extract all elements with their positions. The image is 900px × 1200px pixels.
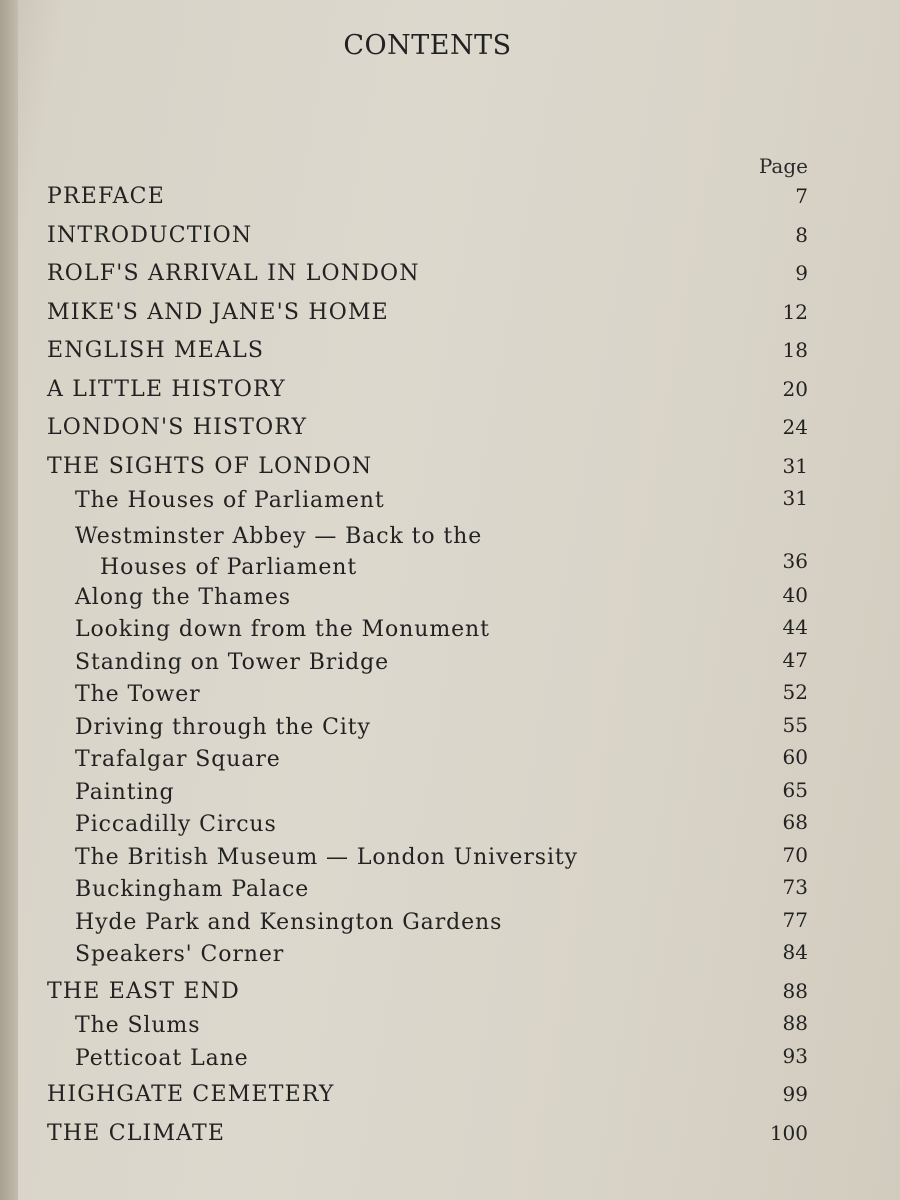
toc-entry-title: PREFACE xyxy=(47,184,165,209)
toc-entry-page-number: 84 xyxy=(782,940,808,964)
toc-entry-page-number: 99 xyxy=(782,1082,808,1106)
toc-entry-title: THE CLIMATE xyxy=(47,1120,226,1146)
toc-entry-page-number: 47 xyxy=(782,647,808,672)
toc-entry-page-number: 88 xyxy=(782,978,808,1003)
toc-entry xyxy=(0,217,900,256)
toc-entry xyxy=(0,409,900,448)
toc-entry xyxy=(0,875,900,908)
toc-entry-page-number: 77 xyxy=(782,907,808,932)
toc-entry-page-number: 55 xyxy=(782,712,808,737)
toc-entry-title: Buckingham Palace xyxy=(75,877,310,902)
toc-entry-title: HIGHGATE CEMETERY xyxy=(47,1082,335,1107)
toc-entry-page-number: 44 xyxy=(782,615,808,639)
toc-entry-title: Speakers' Corner xyxy=(75,942,285,967)
toc-entry xyxy=(0,843,900,876)
toc-entry-title: THE SIGHTS OF LONDON xyxy=(47,453,373,479)
toc-entry xyxy=(0,371,900,410)
toc-entry-title-line1: Westminster Abbey — Back to the xyxy=(75,523,483,549)
toc-entry-title: LONDON'S HISTORY xyxy=(47,415,308,440)
toc-entry xyxy=(0,648,900,681)
toc-entry-title: The Houses of Parliament xyxy=(75,488,385,513)
toc-entry-page-number: 65 xyxy=(782,777,808,802)
toc-entry-title: Piccadilly Circus xyxy=(75,812,277,837)
page-column-label: Page xyxy=(758,154,808,178)
toc-entry-page-number: 70 xyxy=(782,842,808,867)
toc-entry-page-number: 18 xyxy=(782,338,808,362)
toc-entry xyxy=(0,294,900,333)
toc-entry-page-number: 88 xyxy=(782,1011,808,1035)
toc-entry-page-number: 60 xyxy=(782,745,808,769)
toc-entry-title: Standing on Tower Bridge xyxy=(75,649,390,675)
toc-entry-title: MIKE'S AND JANE'S HOME xyxy=(47,299,389,325)
toc-entry-title: INTRODUCTION xyxy=(47,222,253,248)
toc-entry xyxy=(0,1076,900,1115)
toc-entry-page-number: 8 xyxy=(795,222,808,247)
toc-entry xyxy=(0,908,900,941)
toc-entry xyxy=(0,448,900,487)
toc-entry xyxy=(0,745,900,778)
toc-entry xyxy=(0,1115,900,1154)
toc-entry-title: Trafalgar Square xyxy=(75,747,281,772)
toc-entry-title: The British Museum — London University xyxy=(75,844,578,870)
toc-entry-page-number: 12 xyxy=(782,299,808,324)
toc-entry xyxy=(0,486,900,519)
toc-entry-title: The Tower xyxy=(75,682,201,707)
toc-entry-title: Along the Thames xyxy=(75,584,291,610)
toc-entry-title: Looking down from the Monument xyxy=(75,617,490,642)
toc-entry xyxy=(0,973,900,1012)
toc-entry-page-number: 31 xyxy=(782,453,808,478)
toc-entry-title: ENGLISH MEALS xyxy=(47,338,265,363)
toc-entry xyxy=(0,583,900,616)
toc-entry-title: THE EAST END xyxy=(47,978,240,1004)
toc-entry-page-number: 9 xyxy=(795,261,808,285)
toc-entry-page-number: 68 xyxy=(782,810,808,834)
toc-entry-title: A LITTLE HISTORY xyxy=(47,376,286,402)
toc-entry-page-number: 31 xyxy=(782,486,808,510)
toc-entry-page-number: 73 xyxy=(782,875,808,899)
toc-entry xyxy=(0,713,900,746)
toc-entry-page-number: 7 xyxy=(795,184,808,208)
toc-entry xyxy=(0,519,900,583)
toc-entry-title: ROLF'S ARRIVAL IN LONDON xyxy=(47,261,420,286)
toc-entry-page-number: 100 xyxy=(769,1120,808,1145)
table-of-contents xyxy=(0,178,900,1153)
toc-entry-title: Petticoat Lane xyxy=(75,1045,249,1071)
toc-entry-page-number: 52 xyxy=(782,680,808,704)
toc-entry xyxy=(0,680,900,713)
toc-entry xyxy=(0,178,900,217)
toc-entry xyxy=(0,1044,900,1077)
toc-entry xyxy=(0,332,900,371)
toc-entry-title: Hyde Park and Kensington Gardens xyxy=(75,909,503,935)
toc-entry xyxy=(0,255,900,294)
toc-entry xyxy=(0,615,900,648)
toc-entry-title: Driving through the City xyxy=(75,714,371,740)
toc-entry xyxy=(0,810,900,843)
toc-entry-page-number: 36 xyxy=(782,548,808,573)
toc-entry-title: Painting xyxy=(75,779,175,805)
toc-entry-title xyxy=(75,521,535,583)
toc-entry-title-line2: Houses of Parliament xyxy=(100,554,358,580)
toc-entry xyxy=(0,1011,900,1044)
toc-entry-page-number: 40 xyxy=(782,582,808,607)
toc-entry-page-number: 93 xyxy=(782,1043,808,1068)
toc-entry xyxy=(0,940,900,973)
toc-entry-title: The Slums xyxy=(75,1013,201,1038)
toc-entry-page-number: 24 xyxy=(782,415,808,439)
contents-heading: CONTENTS xyxy=(343,30,512,61)
toc-entry-page-number: 20 xyxy=(782,376,808,401)
toc-entry xyxy=(0,778,900,811)
